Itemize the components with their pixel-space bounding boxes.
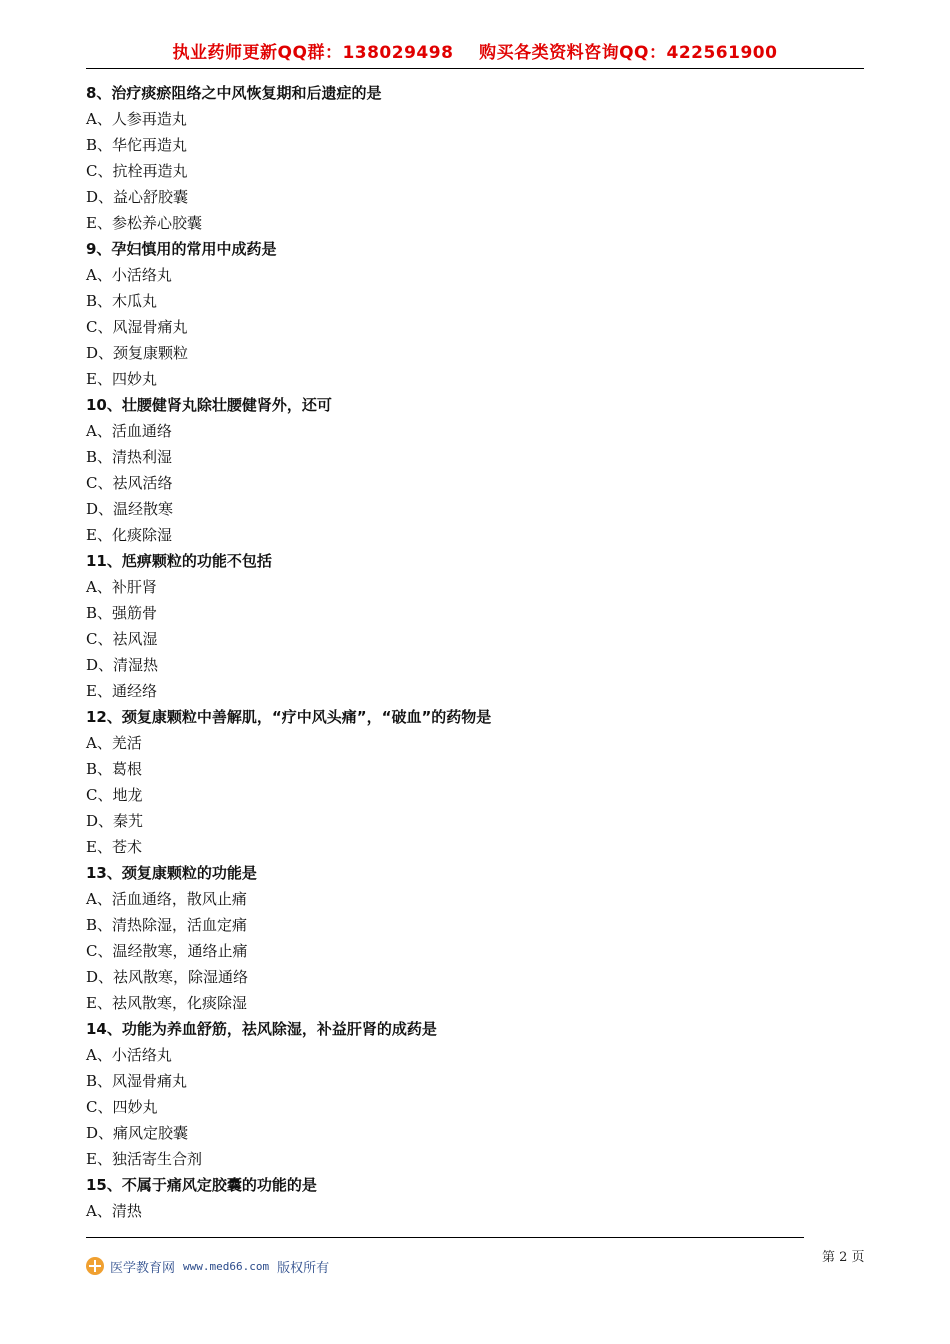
footer-brand-name: 医学教育网 — [110, 1260, 176, 1276]
option-e: E、苍术 — [86, 838, 142, 856]
footer-divider — [86, 1237, 804, 1238]
option-e: E、通经络 — [86, 682, 157, 700]
med66-logo-icon — [86, 1257, 104, 1275]
option-a: A、羌活 — [86, 734, 142, 752]
question-12 — [86, 704, 866, 860]
question-stem: 11、尪痹颗粒的功能不包括 — [86, 552, 272, 570]
option-a: A、小活络丸 — [86, 266, 172, 284]
option-a: A、补肝肾 — [86, 578, 157, 596]
option-d: D、益心舒胶囊 — [86, 188, 189, 206]
option-e: E、参松养心胶囊 — [86, 214, 202, 232]
question-stem: 8、治疗痰瘀阻络之中风恢复期和后遗症的是 — [86, 84, 382, 102]
option-e: E、四妙丸 — [86, 370, 157, 388]
option-b: B、木瓜丸 — [86, 292, 158, 310]
option-a: A、活血通络，散风止痛 — [86, 890, 247, 908]
option-e: E、祛风散寒，化痰除湿 — [86, 994, 247, 1012]
page-number: 第 2 页 — [822, 1250, 865, 1265]
question-stem: 12、颈复康颗粒中善解肌，“疗中风头痛”，“破血”的药物是 — [86, 708, 492, 726]
option-b: B、华佗再造丸 — [86, 136, 188, 154]
question-11 — [86, 548, 866, 704]
question-stem: 10、壮腰健肾丸除壮腰健肾外，还可 — [86, 396, 332, 414]
question-14 — [86, 1016, 866, 1172]
page-header — [86, 40, 864, 69]
option-a: A、小活络丸 — [86, 1046, 172, 1064]
option-d: D、颈复康颗粒 — [86, 344, 189, 362]
option-c: C、四妙丸 — [86, 1098, 158, 1116]
question-15 — [86, 1172, 866, 1224]
option-a: A、活血通络 — [86, 422, 172, 440]
footer-brand — [86, 1256, 329, 1276]
header-qq-text: 执业药师更新QQ群：138029498 购买各类资料咨询QQ：422561900 — [172, 43, 778, 63]
option-a: A、清热 — [86, 1202, 142, 1220]
question-stem: 14、功能为养血舒筋，祛风除湿，补益肝肾的成药是 — [86, 1020, 437, 1038]
option-c: C、祛风活络 — [86, 474, 173, 492]
option-d: D、秦艽 — [86, 812, 144, 830]
question-list — [86, 80, 866, 1224]
option-b: B、清热利湿 — [86, 448, 173, 466]
option-d: D、痛风定胶囊 — [86, 1124, 189, 1142]
footer-url: www.med66.com — [183, 1259, 270, 1273]
option-b: B、葛根 — [86, 760, 143, 778]
option-e: E、化痰除湿 — [86, 526, 172, 544]
option-e: E、独活寄生合剂 — [86, 1150, 202, 1168]
option-c: C、地龙 — [86, 786, 143, 804]
option-c: C、风湿骨痛丸 — [86, 318, 188, 336]
question-9 — [86, 236, 866, 392]
question-stem: 15、不属于痛风定胶囊的功能的是 — [86, 1176, 317, 1194]
question-10 — [86, 392, 866, 548]
question-13 — [86, 860, 866, 1016]
question-stem: 9、孕妇慎用的常用中成药是 — [86, 240, 277, 258]
option-b: B、强筋骨 — [86, 604, 158, 622]
option-b: B、清热除湿，活血定痛 — [86, 916, 248, 934]
option-c: C、温经散寒，通络止痛 — [86, 942, 248, 960]
option-d: D、温经散寒 — [86, 500, 174, 518]
option-c: C、抗栓再造丸 — [86, 162, 188, 180]
option-d: D、祛风散寒，除湿通络 — [86, 968, 249, 986]
option-b: B、风湿骨痛丸 — [86, 1072, 188, 1090]
option-a: A、人参再造丸 — [86, 110, 187, 128]
question-stem: 13、颈复康颗粒的功能是 — [86, 864, 257, 882]
option-d: D、清湿热 — [86, 656, 159, 674]
footer-rights: 版权所有 — [277, 1260, 330, 1276]
option-c: C、祛风湿 — [86, 630, 158, 648]
question-8 — [86, 80, 866, 236]
